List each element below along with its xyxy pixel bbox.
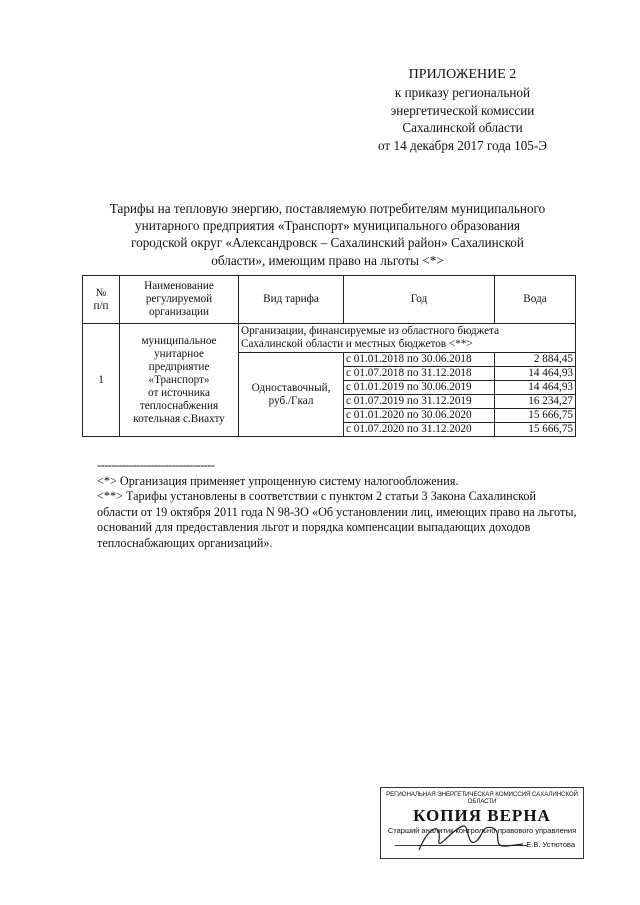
value-cell: 14 464,93 xyxy=(495,381,576,395)
document-title xyxy=(80,200,575,269)
value-cell: 15 666,75 xyxy=(495,409,576,423)
handwritten-signature xyxy=(411,816,531,856)
stamp-position: Старший аналитик контрольно-правового управления xyxy=(387,826,577,835)
footnotes xyxy=(97,458,577,552)
value-cell: 14 464,93 xyxy=(495,367,576,381)
tariff-kind: Одноставочный, руб./Гкал xyxy=(239,353,344,437)
period-cell: с 01.07.2019 по 31.12.2019 xyxy=(344,395,495,409)
header-number: № п/п xyxy=(83,276,120,324)
table-row xyxy=(83,324,576,353)
period-cell: с 01.07.2018 по 31.12.2018 xyxy=(344,367,495,381)
footnote-2: <**> Тарифы установлены в соответствии с пунктом 2 статьи 3 Закона Сахалинской области от 19 октября 2011 года N 98-ЗО «Об установлении лиц, имеющих право на льготы, оснований для предоставления льгот и порядка компенсации выпадающих доходов теплоснабжающих организаций». xyxy=(97,489,577,550)
footnote-separator: --------------------------------- xyxy=(97,458,215,472)
annex-date: от 14 декабря 2017 года 105-Э xyxy=(378,138,547,154)
stamp-signer-name: Е.В. Устютова xyxy=(526,840,575,849)
title-line: унитарного предприятия «Транспорт» муниципального образования xyxy=(135,218,520,234)
footnote-1: <*> Организация применяет упрощенную систему налогообложения. xyxy=(97,473,459,488)
value-cell: 15 666,75 xyxy=(495,423,576,437)
title-line: области», имеющим право на льготы <*> xyxy=(211,252,444,268)
value-cell: 2 884,45 xyxy=(495,353,576,367)
title-line: городской округ «Александровск – Сахалинский район» Сахалинской xyxy=(131,235,524,251)
row-number: 1 xyxy=(83,324,120,437)
period-cell: с 01.01.2019 по 30.06.2019 xyxy=(344,381,495,395)
stamp-title: КОПИЯ ВЕРНА xyxy=(413,806,551,825)
period-cell: с 01.01.2018 по 30.06.2018 xyxy=(344,353,495,367)
period-cell: с 01.07.2020 по 31.12.2020 xyxy=(344,423,495,437)
header-water: Вода xyxy=(495,276,576,324)
annex-block xyxy=(340,66,585,155)
annex-line: к приказу региональной xyxy=(394,84,531,100)
header-organization: Наименование регулируемой организации xyxy=(120,276,239,324)
organization-name: муниципальное унитарное предприятие «Транспорт» от источника теплоснабжения котельная с.Виахту xyxy=(120,324,239,437)
header-tariff-kind: Вид тарифа xyxy=(239,276,344,324)
tariff-table xyxy=(82,275,576,437)
value-cell: 16 234,27 xyxy=(495,395,576,409)
title-line: Тарифы на тепловую энергию, поставляемую потребителям муниципального xyxy=(109,201,546,216)
stamp-organization: РЕГИОНАЛЬНАЯ ЭНЕРГЕТИЧЕСКАЯ КОМИССИЯ САХАЛИНСКОЙ ОБЛАСТИ xyxy=(386,791,578,805)
annex-line: энергетической комиссии xyxy=(390,102,535,118)
annex-title: ПРИЛОЖЕНИЕ 2 xyxy=(408,67,517,82)
table-header-row xyxy=(83,276,576,324)
period-cell: с 01.01.2020 по 30.06.2020 xyxy=(344,409,495,423)
funding-group: Организации, финансируемые из областного бюджета Сахалинской области и местных бюджетов <**> xyxy=(239,324,576,353)
annex-line: Сахалинской области xyxy=(402,120,523,136)
header-year: Год xyxy=(344,276,495,324)
certified-copy-stamp xyxy=(380,787,584,859)
